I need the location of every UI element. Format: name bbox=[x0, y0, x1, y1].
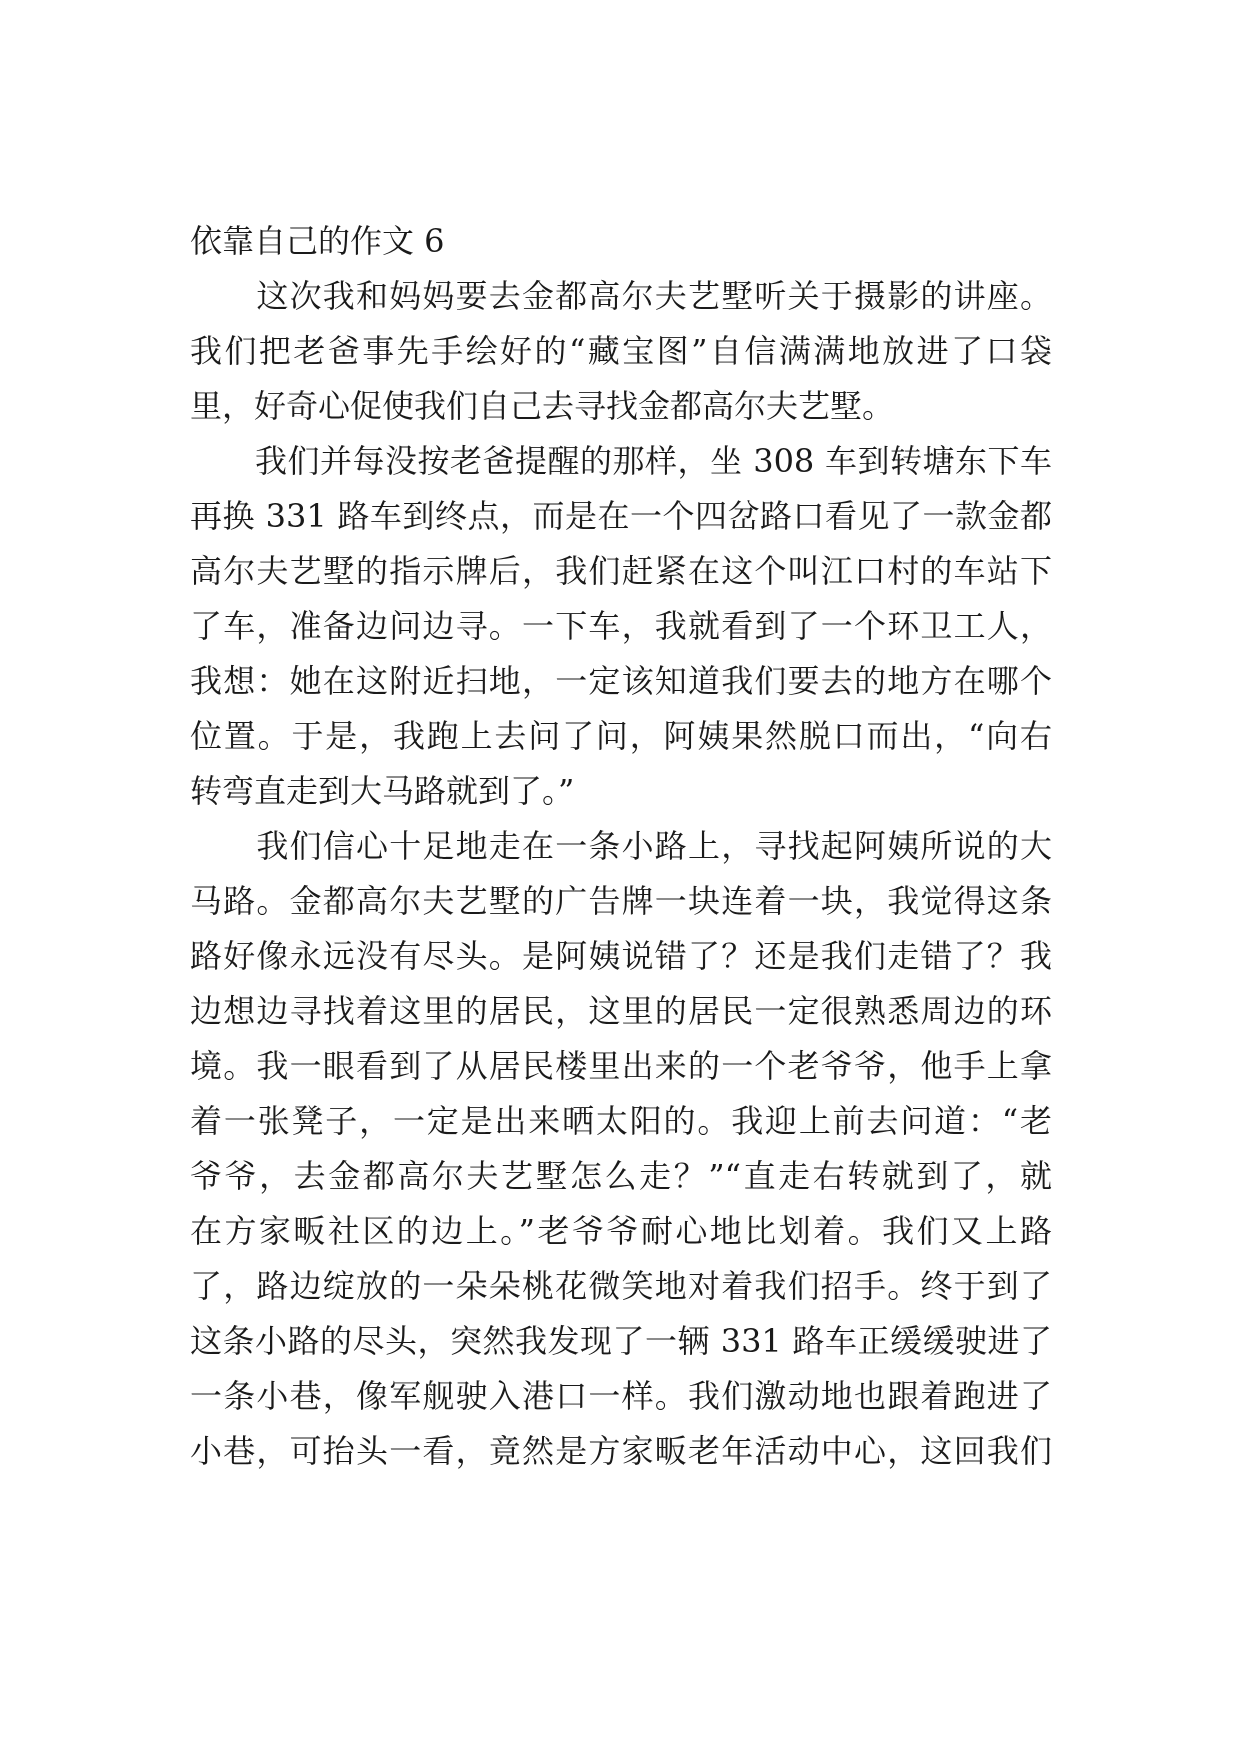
text-line: 这条小路的尽头，突然我发现了一辆 331 路车正缓缓驶进了 bbox=[190, 1322, 1052, 1360]
text-line: 境。我一眼看到了从居民楼里出来的一个老爷爷，他手上拿 bbox=[190, 1047, 1052, 1085]
text-line: 我们并每没按老爸提醒的那样，坐 308 车到转塘东下车 bbox=[190, 442, 1052, 480]
text-line: 里，好奇心促使我们自己去寻找金都高尔夫艺墅。 bbox=[190, 387, 895, 425]
text-line: 再换 331 路车到终点，而是在一个四岔路口看见了一款金都 bbox=[190, 497, 1052, 535]
text-line: 我们把老爸事先手绘好的“藏宝图”自信满满地放进了口袋 bbox=[190, 332, 1052, 370]
text-line: 小巷，可抬头一看，竟然是方家畈老年活动中心，这回我们 bbox=[190, 1432, 1052, 1470]
paragraph-1 bbox=[190, 269, 1052, 434]
text-line: 了车，准备边问边寻。一下车，我就看到了一个环卫工人， bbox=[190, 607, 1052, 645]
text-line: 爷爷，去金都高尔夫艺墅怎么走？”“直走右转就到了，就 bbox=[190, 1157, 1052, 1195]
essay-body bbox=[190, 214, 1052, 1479]
text-line: 一条小巷，像军舰驶入港口一样。我们激动地也跟着跑进了 bbox=[190, 1377, 1052, 1415]
text-line: 了，路边绽放的一朵朵桃花微笑地对着我们招手。终于到了 bbox=[190, 1267, 1052, 1305]
text-line: 着一张凳子，一定是出来晒太阳的。我迎上前去问道：“老 bbox=[190, 1102, 1052, 1140]
paragraph-3 bbox=[190, 819, 1052, 1479]
text-line: 在方家畈社区的边上。”老爷爷耐心地比划着。我们又上路 bbox=[190, 1212, 1052, 1250]
text-line: 边想边寻找着这里的居民，这里的居民一定很熟悉周边的环 bbox=[190, 992, 1052, 1030]
text-line: 这次我和妈妈要去金都高尔夫艺墅听关于摄影的讲座。 bbox=[190, 277, 1052, 315]
text-line: 路好像永远没有尽头。是阿姨说错了？还是我们走错了？我 bbox=[190, 937, 1052, 975]
text-line: 位置。于是，我跑上去问了问，阿姨果然脱口而出，“向右 bbox=[190, 717, 1052, 755]
paragraph-2 bbox=[190, 434, 1052, 819]
text-line: 马路。金都高尔夫艺墅的广告牌一块连着一块，我觉得这条 bbox=[190, 882, 1052, 920]
text-line: 转弯直走到大马路就到了。” bbox=[190, 772, 575, 810]
essay-title: 依靠自己的作文 6 bbox=[190, 222, 445, 260]
text-line: 我们信心十足地走在一条小路上，寻找起阿姨所说的大 bbox=[190, 827, 1052, 865]
text-line: 我想：她在这附近扫地，一定该知道我们要去的地方在哪个 bbox=[190, 662, 1052, 700]
text-line: 高尔夫艺墅的指示牌后，我们赶紧在这个叫江口村的车站下 bbox=[190, 552, 1052, 590]
